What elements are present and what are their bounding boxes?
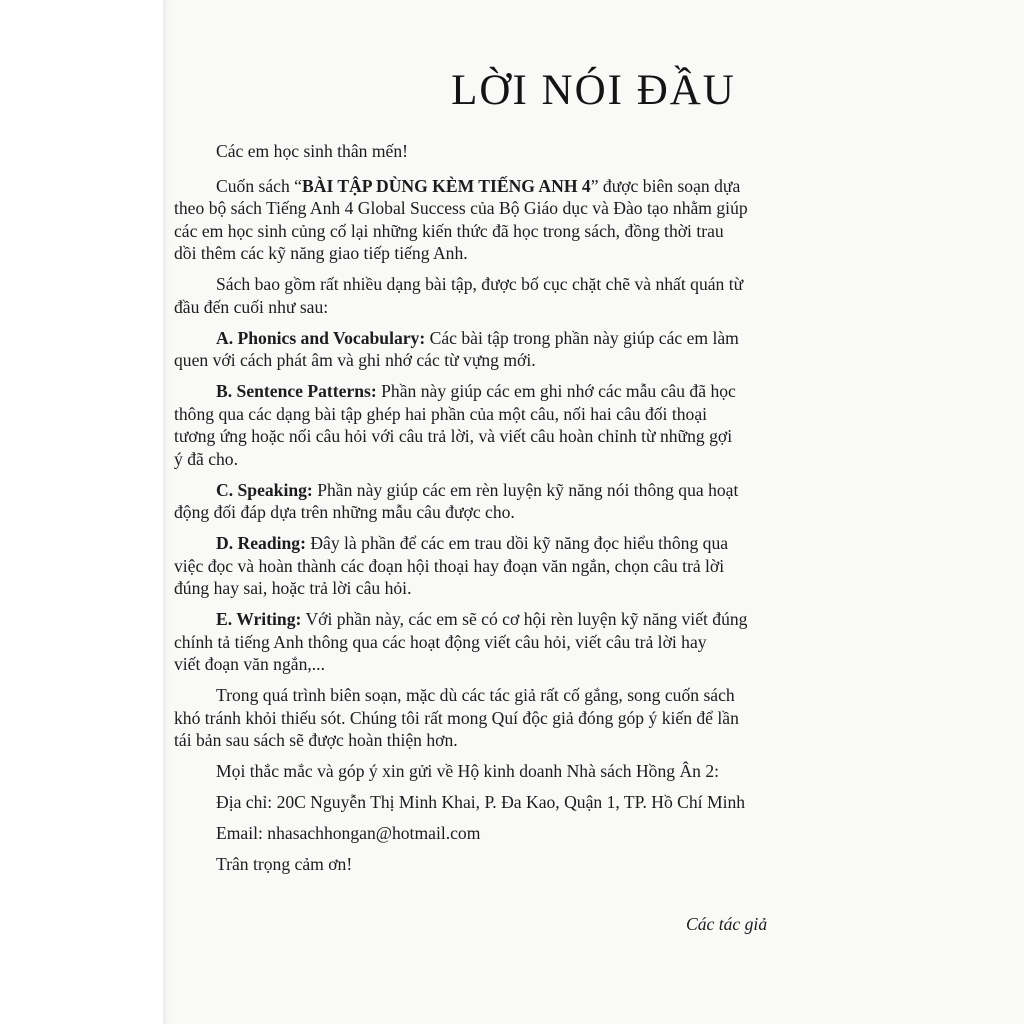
thanks-text: Trân trọng cảm ơn!	[216, 854, 353, 874]
intro-line-2: theo bộ sách Tiếng Anh 4 Global Success của Bộ Giáo dục và Đào tạo nhằm giúp	[174, 198, 748, 218]
section-c-text: Phần này giúp các em rèn luyện kỹ năng nói thông qua hoạt	[312, 479, 739, 500]
section-e-line-1	[216, 608, 804, 631]
preface-body	[174, 140, 804, 884]
closing-line-2: khó tránh khỏi thiếu sót. Chúng tôi rất mong Quí độc giả đóng góp ý kiến để lần	[174, 707, 739, 728]
intro-paragraph	[174, 175, 804, 265]
greeting	[216, 140, 804, 163]
section-a-line-2: quen với cách phát âm và ghi nhớ các từ vựng mới.	[174, 350, 536, 370]
intro-line-1	[216, 175, 804, 198]
section-b-line-2: thông qua các dạng bài tập ghép hai phần của một câu, nối hai câu đối thoại	[174, 403, 708, 424]
section-c	[174, 479, 804, 524]
contact-intro	[216, 760, 804, 783]
address-text: Địa chỉ: 20C Nguyễn Thị Minh Khai, P. Đa Kao, Quận 1, TP. Hồ Chí Minh	[216, 792, 746, 812]
closing-line-1: Trong quá trình biên soạn, mặc dù các tác giả rất cố gắng, song cuốn sách	[216, 685, 735, 705]
section-d-heading: D. Reading:	[216, 533, 306, 553]
section-b-line-3: tương ứng hoặc nối câu hỏi với câu trả lời, và viết câu hoàn chỉnh từ những gợi	[174, 426, 733, 446]
greeting-text: Các em học sinh thân mến!	[216, 141, 409, 161]
signature: Các tác giả	[686, 914, 768, 934]
section-c-heading: C. Speaking:	[216, 479, 313, 500]
section-b-text: Phần này giúp các em ghi nhớ các mẫu câu đã học	[376, 381, 736, 401]
section-d-line-3: đúng hay sai, hoặc trả lời câu hỏi.	[174, 578, 412, 598]
section-c-line-1	[216, 479, 804, 502]
intro-line-4: dồi thêm các kỹ năng giao tiếp tiếng Anh.	[174, 243, 468, 263]
email-text: Email: nhasachhongan@hotmail.com	[216, 823, 481, 843]
overview-line-1: Sách bao gồm rất nhiều dạng bài tập, được bố cục chặt chẽ và nhất quán từ	[216, 274, 744, 294]
section-b	[174, 380, 804, 470]
intro-text-pre: Cuốn sách “	[216, 175, 302, 196]
section-e-heading: E. Writing:	[216, 609, 302, 629]
section-c-line-2: động đối đáp dựa trên những mẫu câu được cho.	[174, 502, 515, 522]
section-a-text: Các bài tập trong phần này giúp các em làm	[425, 327, 739, 348]
section-b-heading: B. Sentence Patterns:	[216, 381, 377, 401]
section-d-line-1	[216, 532, 804, 555]
overview-paragraph	[174, 273, 804, 318]
section-e	[174, 608, 804, 676]
contact-email	[216, 822, 804, 845]
page-title: LỜI NÓI ĐẦU	[451, 67, 736, 114]
overview-line-2: đầu đến cuối như sau:	[174, 296, 329, 317]
contact-address	[216, 791, 804, 814]
section-d-line-2: việc đọc và hoàn thành các đoạn hội thoại hay đoạn văn ngắn, chọn câu trả lời	[174, 555, 725, 576]
closing-line-3: tái bản sau sách sẽ được hoàn thiện hơn.	[174, 730, 458, 750]
section-d-text: Đây là phần để các em trau dồi kỹ năng đọc hiểu thông qua	[305, 533, 729, 553]
section-e-line-3: viết đoạn văn ngắn,...	[174, 654, 325, 674]
section-d	[174, 532, 804, 600]
contact-intro-text: Mọi thắc mắc và góp ý xin gửi về Hộ kinh doanh Nhà sách Hồng Ân 2:	[216, 761, 720, 781]
thanks	[216, 853, 804, 876]
section-a	[174, 327, 804, 372]
section-a-line-1	[216, 327, 804, 350]
section-e-line-2: chính tả tiếng Anh thông qua các hoạt động viết câu hỏi, viết câu trả lời hay	[174, 631, 707, 652]
section-b-line-1	[216, 380, 804, 403]
book-title: BÀI TẬP DÙNG KÈM TIẾNG ANH 4	[302, 175, 591, 196]
intro-line-3: các em học sinh củng cố lại những kiến thức đã học trong sách, đồng thời trau	[174, 220, 724, 241]
intro-text-post: ” được biên soạn dựa	[590, 175, 741, 196]
section-e-text: Với phần này, các em sẽ có cơ hội rèn luyện kỹ năng viết đúng	[301, 609, 748, 629]
section-a-heading: A. Phonics and Vocabulary:	[216, 327, 426, 348]
closing-paragraph	[174, 684, 804, 752]
section-b-line-4: ý đã cho.	[174, 448, 239, 469]
